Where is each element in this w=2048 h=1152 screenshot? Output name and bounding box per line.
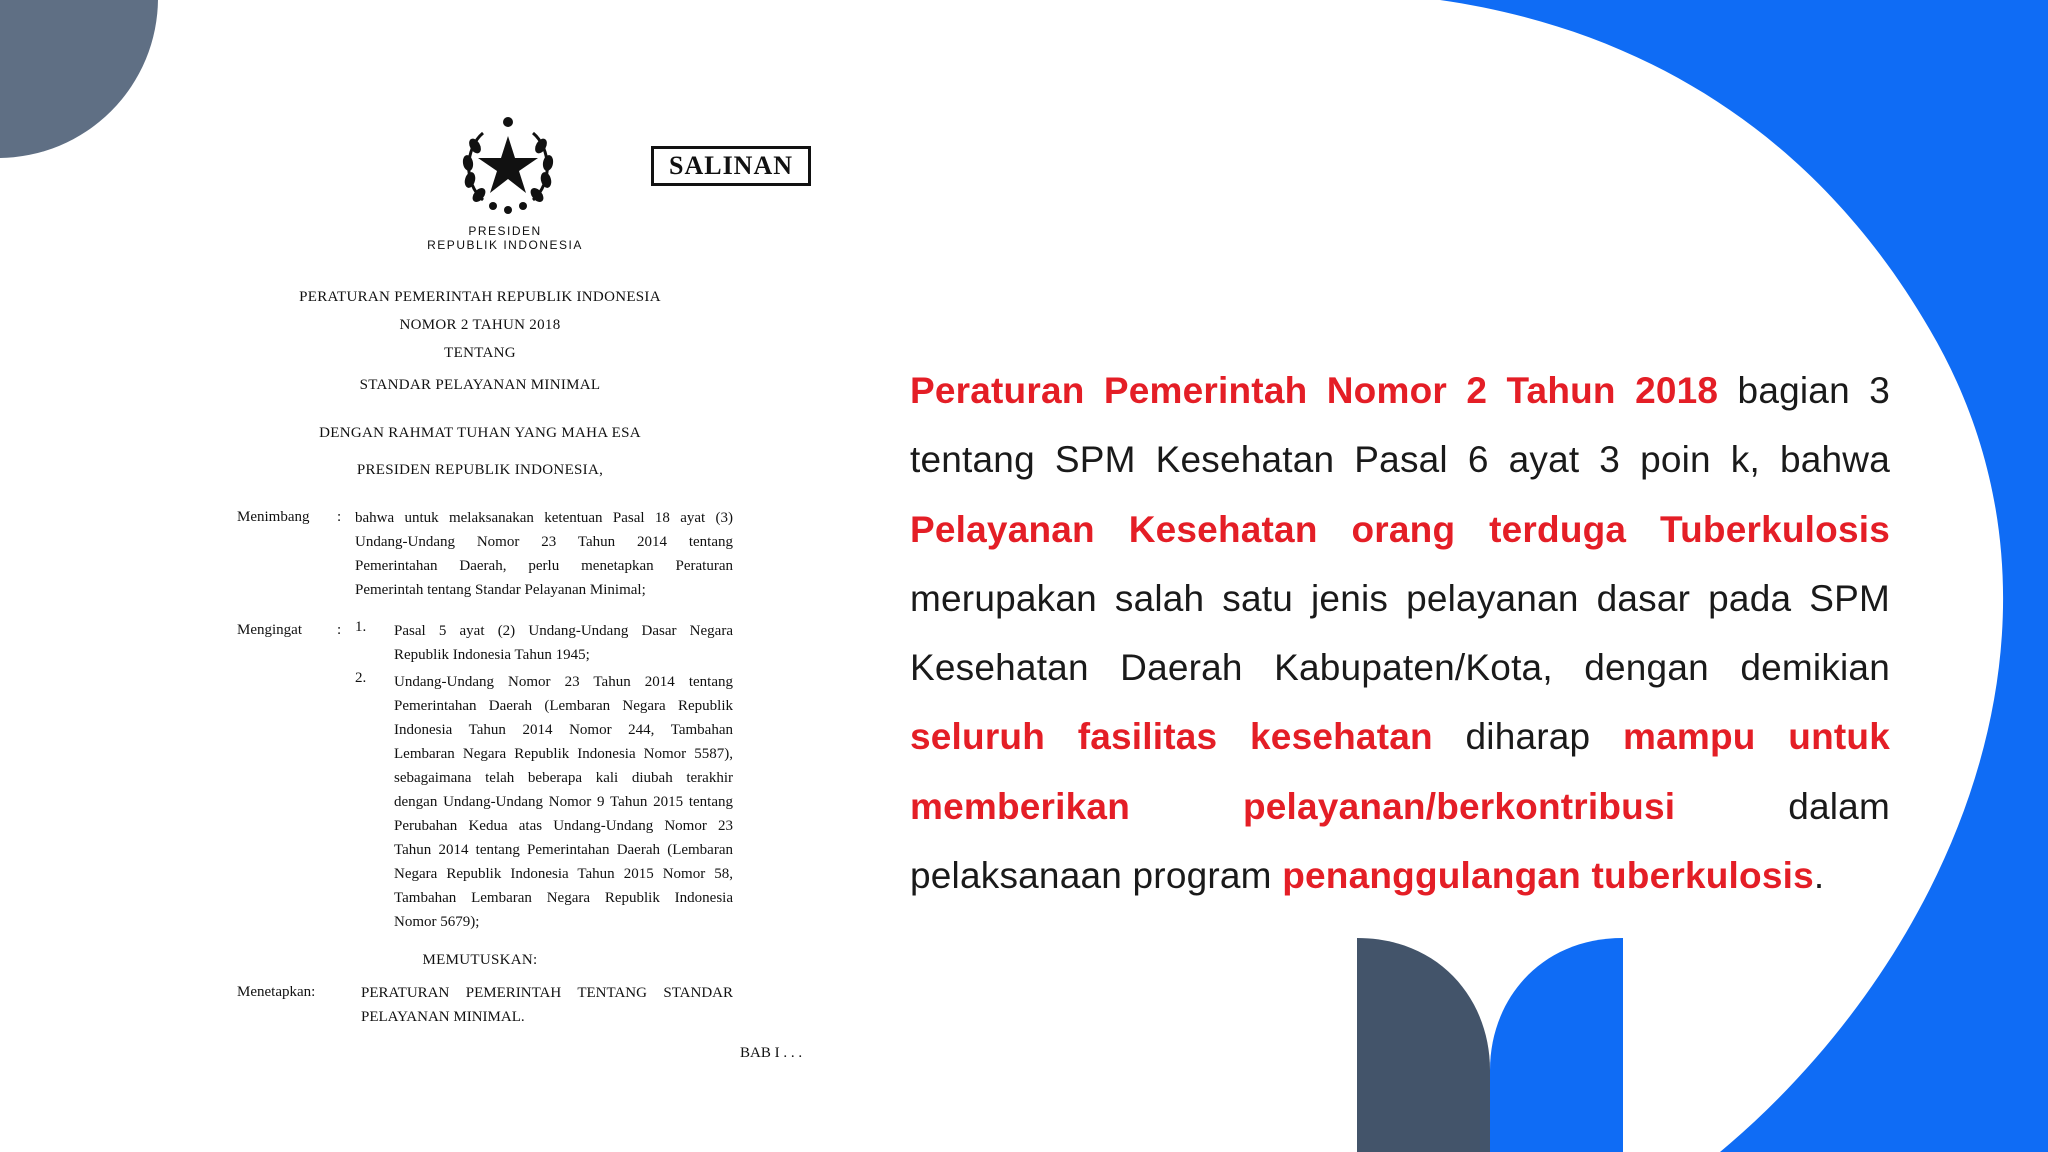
preamble-line-1: DENGAN RAHMAT TUHAN YANG MAHA ESA bbox=[319, 425, 641, 441]
menetapkan-label: Menetapkan: bbox=[237, 984, 316, 1000]
memutuskan-heading: MEMUTUSKAN: bbox=[422, 952, 538, 968]
text-segment: merupakan salah satu jenis pelayanan dasar pada SPM Kesehatan Daerah Kabupaten/Kota, dengan demikian bbox=[910, 577, 1890, 689]
slate-corner-circle bbox=[0, 0, 158, 158]
mengingat-item-line: Tambahan Lembaran Negara Republik Indonesia bbox=[394, 890, 733, 906]
republik-indonesia-line: REPUBLIK INDONESIA bbox=[427, 238, 583, 252]
doc-title-line-4: STANDAR PELAYANAN MINIMAL bbox=[359, 377, 601, 393]
tb-program-highlight: penanggulangan tuberkulosis bbox=[1282, 855, 1814, 897]
contribution-highlight: mampu untuk memberikan pelayanan/berkontribusi bbox=[910, 716, 1891, 827]
menetapkan-line: PELAYANAN MINIMAL. bbox=[361, 1009, 525, 1025]
mengingat-item-line: Republik Indonesia Tahun 1945; bbox=[394, 647, 590, 663]
doc-title-line-3: TENTANG bbox=[444, 345, 516, 361]
slate-leaf-shape bbox=[1357, 938, 1490, 1152]
salinan-stamp: SALINAN bbox=[651, 146, 811, 186]
text-segment: bagian 3 tentang SPM Kesehatan Pasal 6 ayat 3 poin k, bahwa bbox=[910, 370, 1890, 481]
mengingat-item-line: Pasal 5 ayat (2) Undang-Undang Dasar Negara bbox=[394, 623, 733, 639]
blue-leaf-shape bbox=[1490, 938, 1623, 1152]
tb-service-highlight: Pelayanan Kesehatan orang terduga Tuberkulosis bbox=[910, 508, 1890, 550]
regulation-document-scan bbox=[220, 100, 840, 1080]
regulation-reference: Peraturan Pemerintah Nomor 2 Tahun 2018 bbox=[910, 370, 1719, 411]
main-explanation-paragraph bbox=[910, 356, 1890, 910]
menimbang-colon: : bbox=[337, 509, 342, 525]
mengingat-label: Mengingat bbox=[237, 622, 302, 638]
mengingat-item-line: dengan Undang-Undang Nomor 9 Tahun 2015 tentang bbox=[394, 794, 733, 810]
mengingat-item-line: sebagaimana telah beberapa kali diubah terakhir bbox=[394, 770, 733, 786]
mengingat-item-line: Nomor 5679); bbox=[394, 914, 480, 930]
menimbang-line: Pemerintah tentang Standar Pelayanan Minimal; bbox=[355, 582, 646, 598]
mengingat-item-number: 1. bbox=[355, 619, 367, 635]
menimbang-line: bahwa untuk melaksanakan ketentuan Pasal 18 ayat (3) bbox=[355, 510, 733, 526]
garuda-star-emblem-icon bbox=[453, 108, 563, 218]
menimbang-line: Undang-Undang Nomor 23 Tahun 2014 tentang bbox=[355, 534, 733, 550]
mengingat-item-line: Undang-Undang Nomor 23 Tahun 2014 tentang bbox=[394, 674, 733, 690]
doc-title-line-2: NOMOR 2 TAHUN 2018 bbox=[399, 317, 561, 333]
menimbang-line: Pemerintahan Daerah, perlu menetapkan Peraturan bbox=[355, 558, 733, 574]
mengingat-colon: : bbox=[337, 622, 342, 638]
mengingat-item-line: Pemerintahan Daerah (Lembaran Negara Republik bbox=[394, 698, 733, 714]
text-segment: . bbox=[1813, 855, 1825, 897]
mengingat-item-number: 2. bbox=[355, 670, 367, 686]
text-segment: dalam pelaksanaan program bbox=[910, 785, 1890, 897]
mengingat-item-line: Lembaran Negara Republik Indonesia Nomor 5587), bbox=[394, 746, 733, 762]
mengingat-item-line: Perubahan Kedua atas Undang-Undang Nomor 23 bbox=[394, 818, 733, 834]
menetapkan-line: PERATURAN PEMERINTAH TENTANG STANDAR bbox=[361, 985, 733, 1001]
doc-title-line-1: PERATURAN PEMERINTAH REPUBLIK INDONESIA bbox=[299, 289, 661, 305]
page-continuation: BAB I . . . bbox=[740, 1045, 803, 1061]
preamble-line-2: PRESIDEN REPUBLIK INDONESIA, bbox=[356, 462, 604, 478]
mengingat-item-line: Indonesia Tahun 2014 Nomor 244, Tambahan bbox=[394, 722, 733, 738]
mengingat-item-line: Negara Republik Indonesia Tahun 2015 Nomor 58, bbox=[394, 866, 733, 882]
menimbang-label: Menimbang bbox=[237, 509, 310, 525]
presiden-line: PRESIDEN bbox=[468, 224, 542, 238]
mengingat-item-line: Tahun 2014 tentang Pemerintahan Daerah (Lembaran bbox=[394, 842, 733, 858]
text-segment: diharap bbox=[1432, 716, 1624, 758]
facilities-highlight: seluruh fasilitas kesehatan bbox=[910, 716, 1433, 758]
